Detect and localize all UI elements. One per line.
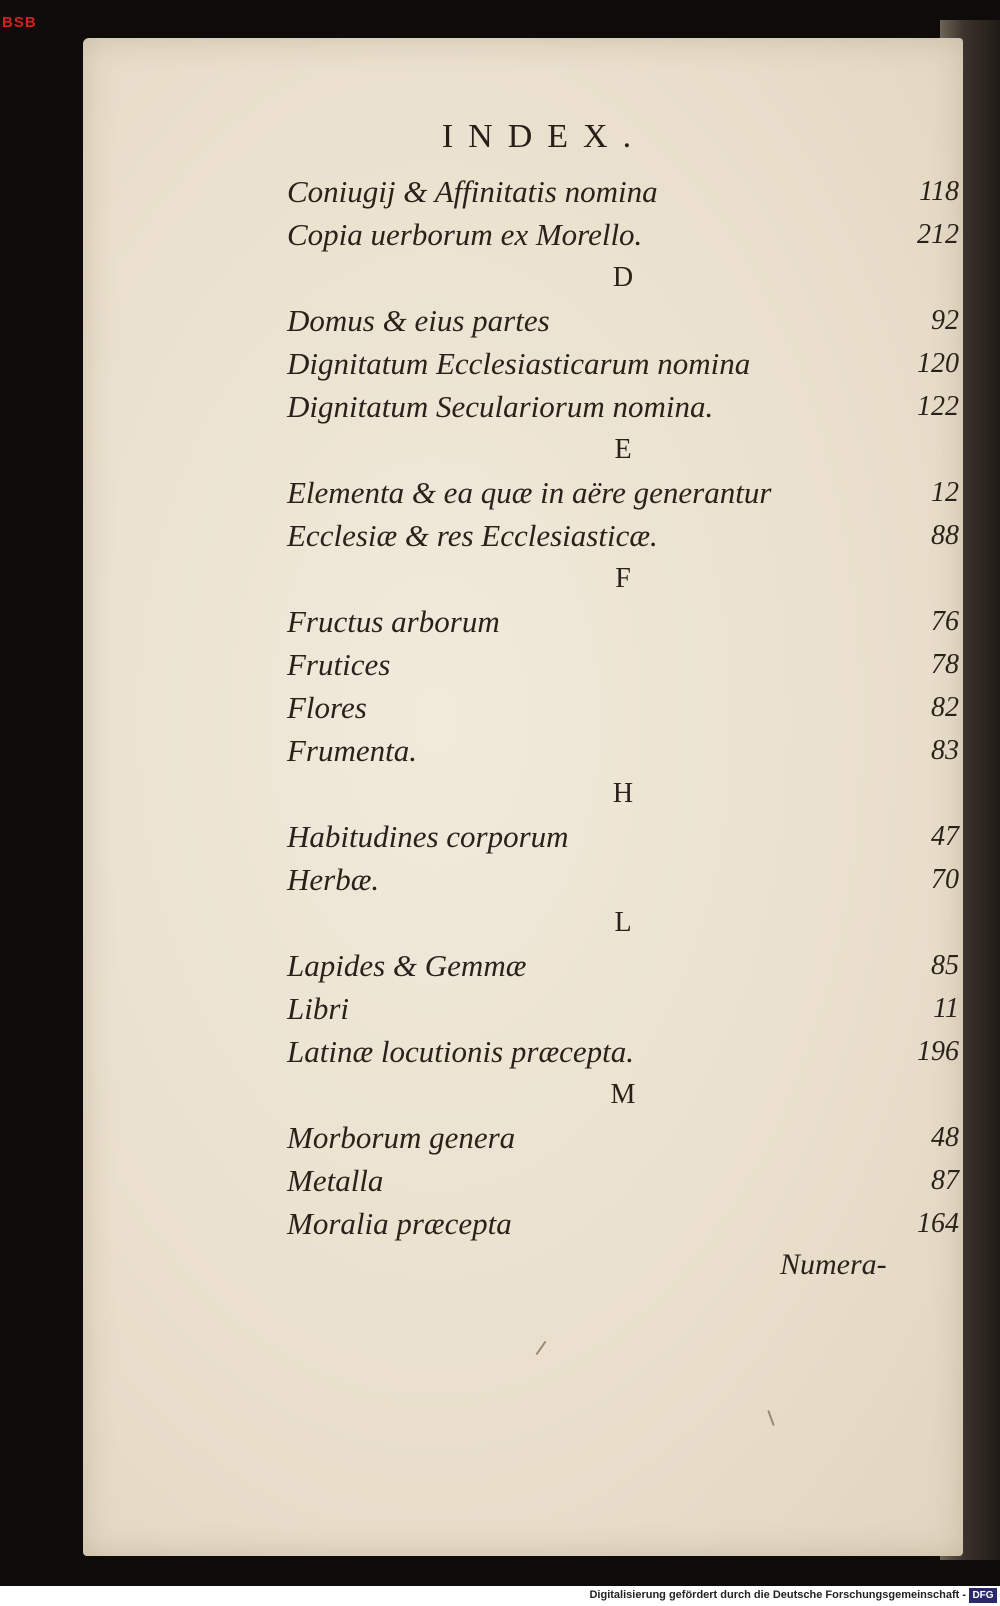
entry-page-number: 92 — [931, 304, 959, 336]
entry-title: Elementa & ea quæ in aëre generantur — [287, 474, 772, 510]
entry-title: Libri — [287, 990, 350, 1026]
section-letter: E — [614, 433, 632, 465]
page-title: INDEX. — [441, 118, 647, 155]
index-entry — [287, 729, 959, 772]
section-letter: D — [612, 261, 634, 293]
entry-page-number: 11 — [933, 992, 959, 1024]
entry-page-number: 212 — [917, 218, 959, 250]
entry-page-number: 82 — [931, 691, 959, 723]
index-entry — [287, 471, 959, 514]
entry-title: Dignitatum Ecclesiasticarum nomina — [287, 345, 751, 381]
entry-page-number: 76 — [931, 605, 959, 637]
index-entry — [287, 213, 959, 256]
entry-title: Flores — [287, 689, 367, 725]
section-letter: H — [612, 777, 634, 809]
index-entry — [287, 944, 959, 987]
entry-page-number: 164 — [917, 1207, 959, 1239]
funder-logo: DFG — [969, 1588, 997, 1603]
entry-title: Frumenta. — [287, 732, 418, 768]
index-entry — [287, 686, 959, 729]
index-entry — [287, 858, 959, 901]
entry-title: Coniugij & Affinitatis nomina — [287, 173, 658, 209]
entry-title: Metalla — [287, 1162, 384, 1198]
entry-page-number: 120 — [917, 347, 959, 379]
entry-page-number: 47 — [931, 820, 959, 852]
entry-page-number: 196 — [917, 1035, 959, 1067]
entry-title: Copia uerborum ex Morello. — [287, 216, 643, 252]
entry-page-number: 87 — [931, 1164, 959, 1196]
index-entry — [287, 1030, 959, 1073]
funding-credit: Digitalisierung gefördert durch die Deutsche Forschungsgemeinschaft - — [589, 1589, 966, 1601]
entry-title: Fructus arborum — [287, 603, 500, 639]
index-entry — [287, 815, 959, 858]
entry-title: Moralia præcepta — [287, 1205, 512, 1241]
index-entry — [287, 987, 959, 1030]
index-entry — [287, 299, 959, 342]
entry-page-number: 12 — [931, 476, 959, 508]
entry-page-number: 78 — [931, 648, 959, 680]
index-entry — [287, 600, 959, 643]
section-letter: L — [614, 906, 632, 938]
credit-bar — [0, 1586, 1000, 1606]
index-entry — [287, 1202, 959, 1245]
section-letter: F — [615, 562, 631, 594]
entry-page-number: 83 — [931, 734, 959, 766]
entry-title: Dignitatum Seculariorum nomina. — [287, 388, 714, 424]
entry-title: Lapides & Gemmæ — [287, 947, 527, 983]
entry-page-number: 88 — [931, 519, 959, 551]
index-entry — [287, 385, 959, 428]
entry-page-number: 48 — [931, 1121, 959, 1153]
entry-page-number: 85 — [931, 949, 959, 981]
index-list — [287, 170, 959, 1245]
index-entry — [287, 643, 959, 686]
index-entry — [287, 514, 959, 557]
index-entry — [287, 1159, 959, 1202]
section-letter: M — [610, 1078, 636, 1110]
index-entry — [287, 170, 959, 213]
entry-page-number: 122 — [917, 390, 959, 422]
entry-page-number: 70 — [931, 863, 959, 895]
index-entry — [287, 342, 959, 385]
entry-title: Latinæ locutionis præcepta. — [287, 1033, 635, 1069]
entry-title: Ecclesiæ & res Ecclesiasticæ. — [287, 517, 658, 553]
entry-title: Domus & eius partes — [287, 302, 550, 338]
library-logo: BSB — [2, 14, 37, 31]
entry-title: Habitudines corporum — [287, 818, 569, 854]
catchword: Numera- — [780, 1248, 887, 1281]
entry-title: Morborum genera — [287, 1119, 516, 1155]
index-entry — [287, 1116, 959, 1159]
entry-title: Herbæ. — [287, 861, 380, 897]
entry-page-number: 118 — [919, 175, 959, 207]
entry-title: Frutices — [287, 646, 391, 682]
